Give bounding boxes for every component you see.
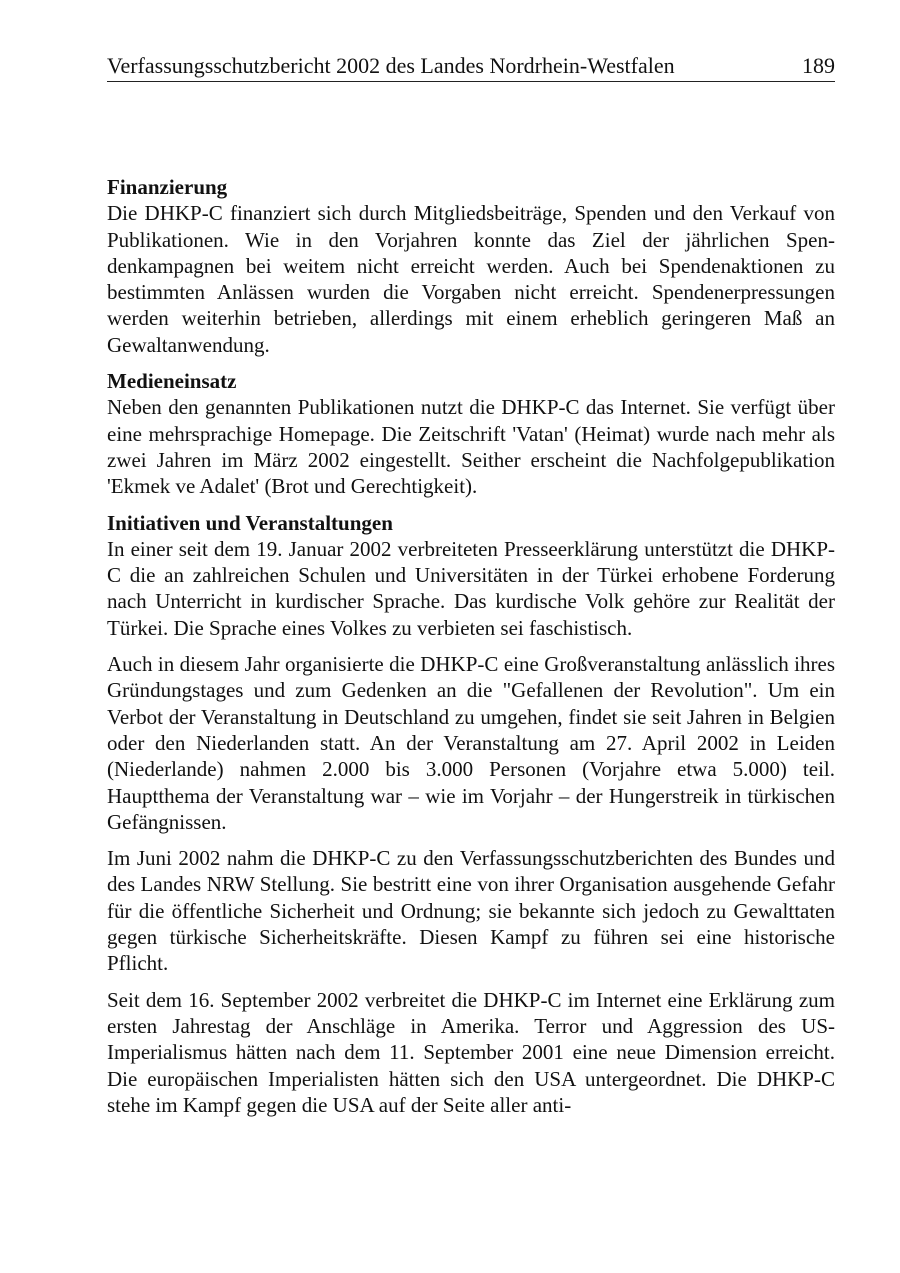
running-header [107,52,835,82]
paragraph-finanzierung: Die DHKP-C finanziert sich durch Mitgliedsbeiträge, Spenden und den Verkauf von Publikationen. Wie in den Vorjahren konnte das Ziel der jährlichen Spendenkampagnen bei weitem nicht erreicht werden. Auch bei Spendenaktionen zu bestimmten Anlässen wurden die Vorgaben nicht erreicht. Spendenerpressungen werden weiterhin betrieben, allerdings mit einem erheblich geringeren Maß an Gewaltanwendung. [107,201,835,357]
paragraph-initiativen-2: Auch in diesem Jahr organisierte die DHKP-C eine Großveranstaltung anlässlich ihres Gründungstages und zum Gedenken an die "Gefallenen der Revolution". Um ein Verbot der Veranstaltung in Deutschland zu umgehen, findet sie seit Jahren in Belgien oder den Niederlanden statt. An der Veranstaltung am 27. April 2002 in Leiden (Niederlande) nahmen 2.000 bis 3.000 Personen (Vorjahre etwa 5.000) teil. Hauptthema der Veranstaltung war – wie im Vorjahr – der Hungerstreik in türkischen Gefängnissen. [107,652,835,834]
header-title: Verfassungsschutzbericht 2002 des Landes Nordrhein-Westfalen [107,53,675,78]
heading-finanzierung: Finanzierung [107,175,228,199]
page-number: 189 [802,53,835,78]
heading-initiativen: Initiativen und Veranstaltungen [107,510,393,535]
body-text [107,174,835,1118]
paragraph-initiativen-4: Seit dem 16. September 2002 verbreitet die DHKP-C im Internet eine Erklärung zum ersten Jahrestag der Anschläge in Amerika. Terror und Aggression des US-Imperialismus hätten nach dem 11. September 2001 eine neue Dimension erreicht. Die europäischen Imperialisten hätten sich den USA untergeordnet. Die DHKP-C stehe im Kampf gegen die USA auf der Seite aller anti- [107,987,835,1117]
paragraph-initiativen-1: In einer seit dem 19. Januar 2002 verbreiteten Presseerklärung unterstützt die DHKP-C die an zahlreichen Schulen und Universitäten in der Türkei erhobene Forderung nach Unterricht in kurdischer Sprache. Das kurdische Volk gehöre zur Realität der Türkei. Die Sprache eines Volkes zu verbieten sei faschistisch. [107,536,835,640]
paragraph-initiativen-3: Im Juni 2002 nahm die DHKP-C zu den Verfassungsschutzberichten des Bundes und des Landes NRW Stellung. Sie bestritt eine von ihrer Organisation ausgehende Gefahr für die öffentliche Sicherheit und Ordnung; sie bekannte sich jedoch zu Gewalttaten gegen türkische Sicherheitskräfte. Diesen Kampf zu führen sei eine historische Pflicht. [107,846,835,976]
heading-medieneinsatz: Medieneinsatz [107,369,237,394]
paragraph-medieneinsatz: Neben den genannten Publikationen nutzt die DHKP-C das Internet. Sie verfügt über eine mehrsprachige Homepage. Die Zeitschrift 'Vatan' (Heimat) wurde nach mehr als zwei Jahren im März 2002 eingestellt. Seither erscheint die Nachfolgepublikation 'Ekmek ve Adalet' (Brot und Gerechtigkeit). [107,395,835,499]
